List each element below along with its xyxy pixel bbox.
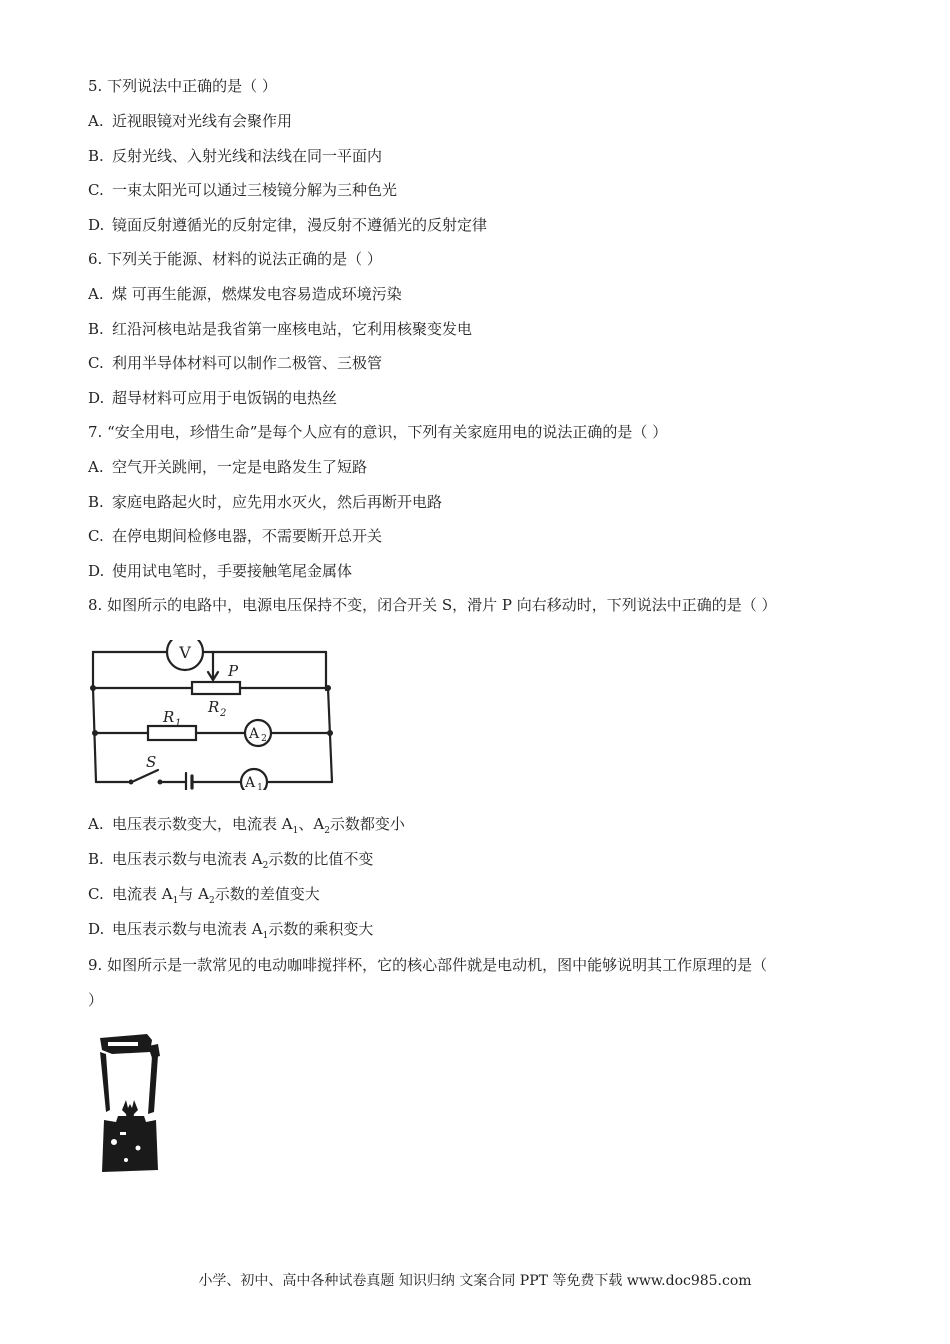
option-text: 家庭电路起火时，应先用水灭火，然后再断开电路 — [112, 493, 443, 511]
motor-base — [102, 1116, 158, 1172]
option-letter: D. — [88, 216, 105, 234]
r2-sub: 2 — [220, 708, 227, 719]
base-speck — [124, 1158, 128, 1162]
option-text: 示数的乘积变大 — [268, 920, 374, 938]
q5-option-d — [88, 215, 487, 235]
option-letter: C. — [88, 354, 104, 372]
q7-option-a — [88, 457, 367, 477]
option-letter: A. — [88, 285, 104, 303]
ammeter-a1-sub: 1 — [257, 783, 263, 790]
q5-option-c — [88, 180, 397, 200]
cup-rim — [148, 1044, 160, 1058]
subscript: 1 — [292, 826, 299, 836]
ammeter-a2-sub: 2 — [261, 734, 267, 744]
option-text: 使用试电笔时，手要接触笔尾金属体 — [112, 562, 353, 580]
q7-stem: 7. “安全用电，珍惜生命”是每个人应有的意识，下列有关家庭用电的说法正确的是（ ） — [88, 423, 668, 441]
option-text: 电流表 A — [112, 885, 173, 903]
q8-option-d — [88, 919, 373, 946]
option-letter: A. — [88, 458, 104, 476]
option-text: 示数的比值不变 — [268, 850, 374, 868]
junction-node — [325, 685, 331, 691]
base-speck — [111, 1139, 117, 1145]
option-letter: C. — [88, 181, 104, 199]
q6-stem: 6. 下列关于能源、材料的说法正确的是（ ） — [88, 250, 382, 268]
option-text: 示数都变小 — [329, 815, 405, 833]
q6-option-c — [88, 353, 382, 373]
switch-label-s: S — [146, 753, 157, 771]
base-speck — [120, 1132, 126, 1135]
option-letter: B. — [88, 493, 104, 511]
option-text: 镜面反射遵循光的反射定律，漫反射不遵循光的反射定律 — [112, 216, 488, 234]
switch-contact — [158, 780, 163, 785]
q9-stem-line1: 9. 如图所示是一款常见的电动咖啡搅拌杯，它的核心部件就是电动机，图中能够说明其工作原理的是（ — [88, 956, 768, 974]
lid-highlight — [108, 1042, 138, 1046]
r2-label: R — [208, 698, 220, 716]
junction-node — [327, 730, 333, 736]
option-letter: A. — [88, 112, 104, 130]
q6-option-b — [88, 319, 472, 339]
option-text: 示数的差值变大 — [214, 885, 320, 903]
resistor-r2 — [192, 682, 240, 694]
option-letter: B. — [88, 320, 104, 338]
q8-option-c — [88, 884, 320, 911]
option-text: 红沿河核电站是我省第一座核电站，它利用核聚变发电 — [112, 320, 473, 338]
subscript: 2 — [208, 896, 215, 906]
slider-label-p: P — [228, 662, 239, 680]
subscript: 2 — [324, 826, 330, 836]
option-text: 近视眼镜对光线有会聚作用 — [112, 112, 293, 130]
subscript: 2 — [262, 861, 269, 871]
cup-left-wall — [100, 1052, 110, 1112]
q8-option-a — [88, 814, 405, 841]
option-text: 、A — [298, 815, 325, 833]
option-text: 反射光线、入射光线和法线在同一平面内 — [112, 147, 383, 165]
option-text: 电压表示数变大，电流表 A — [112, 815, 293, 833]
cup-right-wall — [148, 1056, 158, 1114]
option-text: 电压表示数与电流表 A — [112, 850, 263, 868]
base-speck — [136, 1146, 141, 1151]
option-text: 煤 可再生能源，燃煤发电容易造成环境污染 — [112, 285, 402, 303]
option-letter: A. — [88, 815, 104, 833]
q5-option-b — [88, 146, 382, 166]
q5-option-a — [88, 111, 292, 131]
subscript: 1 — [262, 931, 269, 941]
switch-contact — [129, 780, 134, 785]
option-text: 在停电期间检修电器，不需要断开总开关 — [112, 527, 383, 545]
option-letter: B. — [88, 850, 104, 868]
q9-stem-line2: ） — [88, 991, 104, 1009]
option-letter: D. — [88, 389, 105, 407]
r1-sub: 1 — [175, 718, 182, 729]
ammeter-a2-label: A — [248, 726, 260, 742]
q8-stem: 8. 如图所示的电路中，电源电压保持不变，闭合开关 S，滑片 P 向右移动时，下列说法中正确的是（ ） — [88, 596, 777, 614]
junction-node — [90, 685, 96, 691]
q7-option-d — [88, 561, 352, 581]
voltmeter-label: V — [179, 643, 191, 662]
option-text: 利用半导体材料可以制作二极管、三极管 — [112, 354, 383, 372]
ammeter-a1-label: A — [244, 775, 256, 790]
q8-option-b — [88, 849, 373, 876]
q5-stem: 5. 下列说法中正确的是（ ） — [88, 77, 277, 95]
option-letter: C. — [88, 527, 104, 545]
resistor-r1 — [148, 726, 196, 740]
circuit-diagram — [88, 640, 348, 790]
subscript: 1 — [172, 896, 179, 906]
option-letter: D. — [88, 920, 105, 938]
q7-option-c — [88, 526, 382, 546]
q6-option-a — [88, 284, 402, 304]
option-text: 空气开关跳闸，一定是电路发生了短路 — [112, 458, 368, 476]
option-letter: D. — [88, 562, 105, 580]
switch-blade — [134, 770, 158, 781]
page-footer: 小学、初中、高中各种试卷真题 知识归纳 文案合同 PPT 等免费下载 www.doc985.com — [198, 1273, 752, 1289]
coffee-stirring-cup-figure — [92, 1030, 166, 1175]
option-text: 电压表示数与电流表 A — [112, 920, 263, 938]
option-text: 超导材料可应用于电饭锅的电热丝 — [112, 389, 338, 407]
junction-node — [92, 730, 98, 736]
option-text: 一束太阳光可以通过三棱镜分解为三种色光 — [112, 181, 398, 199]
q7-option-b — [88, 492, 442, 512]
option-letter: B. — [88, 147, 104, 165]
r1-label: R — [163, 708, 175, 726]
option-letter: C. — [88, 885, 104, 903]
option-text: 与 A — [178, 885, 209, 903]
q6-option-d — [88, 388, 337, 408]
